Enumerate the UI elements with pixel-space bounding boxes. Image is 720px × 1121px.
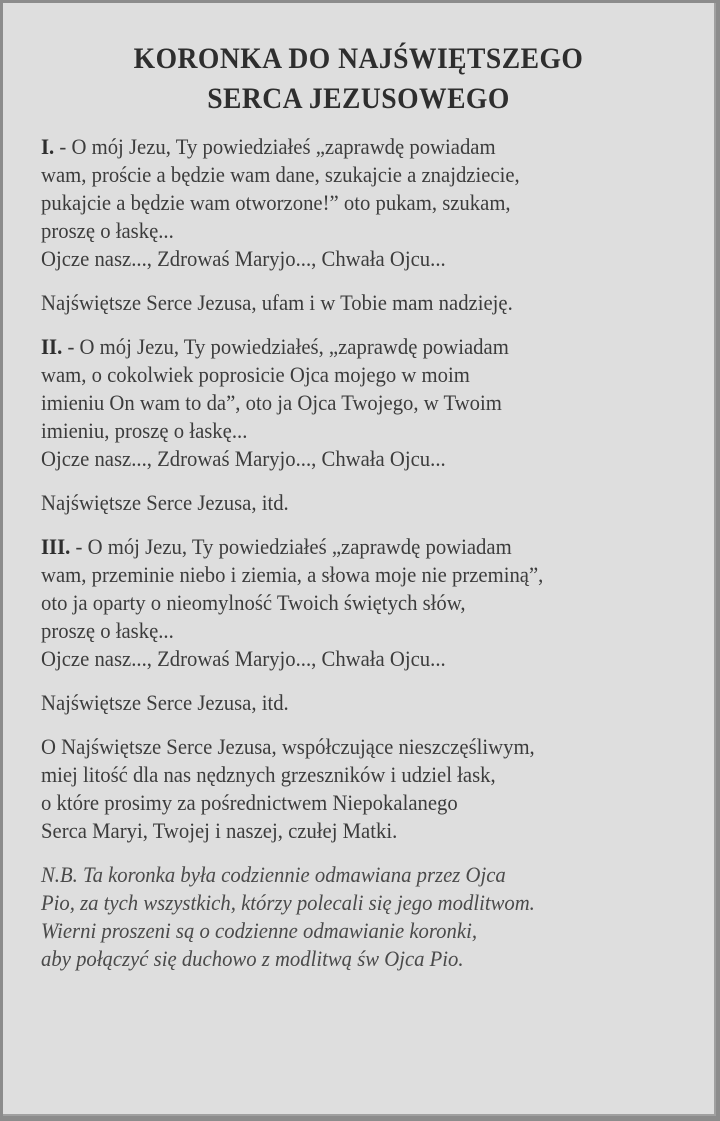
prayer-body [41,133,711,973]
section-number: II. [41,334,63,359]
text-line: - O mój Jezu, Ty powiedziałeś, „zaprawdę powiadam [62,334,509,359]
section-3 [41,533,711,673]
title-line-2: SERCA JEZUSOWEGO [207,82,510,115]
text-line: - O mój Jezu, Ty powiedziałeś „zaprawdę powiadam [70,534,512,559]
text-line: imieniu, proszę o łaskę... [41,418,248,443]
section-3-response [41,689,711,717]
text-line: proszę o łaskę... [41,218,174,243]
note-line: Pio, za tych wszystkich, którzy polecali się jego modlitwom. [41,890,535,915]
note [41,861,711,973]
text-line: wam, przeminie niebo i ziemia, a słowa moje nie przeminą”, [41,562,544,587]
text-line: miej litość dla nas nędznych grzeszników i udziel łask, [41,762,496,787]
note-line: N.B. Ta koronka była codziennie odmawiana przez Ojca [41,862,506,887]
section-1-response [41,289,711,317]
page-title [31,39,685,119]
section-2 [41,333,711,473]
note-line: aby połączyć się duchowo z modlitwą św Ojca Pio. [41,946,464,971]
text-line: o które prosimy za pośrednictwem Niepokalanego [41,790,458,815]
text-line: pukajcie a będzie wam otworzone!” oto pukam, szukam, [41,190,511,215]
text-line: wam, proście a będzie wam dane, szukajcie a znajdziecie, [41,162,520,187]
text-line: proszę o łaskę... [41,618,174,643]
text-line: wam, o cokolwiek poprosicie Ojca mojego w moim [41,362,470,387]
text-line: Serca Maryi, Twojej i naszej, czułej Matki. [41,818,398,843]
text-line: O Najświętsze Serce Jezusa, współczujące nieszczęśliwym, [41,734,535,759]
section-2-response [41,489,711,517]
text-line: Ojcze nasz..., Zdrowaś Maryjo..., Chwała Ojcu... [41,446,446,471]
response-line: Najświętsze Serce Jezusa, itd. [41,690,289,715]
text-line: - O mój Jezu, Ty powiedziałeś „zaprawdę powiadam [54,134,496,159]
response-line: Najświętsze Serce Jezusa, itd. [41,490,289,515]
text-line: Ojcze nasz..., Zdrowaś Maryjo..., Chwała Ojcu... [41,646,446,671]
note-line: Wierni proszeni są o codzienne odmawianie koronki, [41,918,477,943]
text-line: oto ja oparty o nieomylność Twoich świętych słów, [41,590,466,615]
closing-prayer [41,733,711,845]
title-line-1: KORONKA DO NAJŚWIĘTSZEGO [133,42,584,75]
response-line: Najświętsze Serce Jezusa, ufam i w Tobie mam nadzieję. [41,290,513,315]
text-line: imieniu On wam to da”, oto ja Ojca Twojego, w Twoim [41,390,502,415]
section-number: I. [41,134,55,159]
prayer-card [3,3,716,1116]
section-1 [41,133,711,273]
section-number: III. [41,534,71,559]
text-line: Ojcze nasz..., Zdrowaś Maryjo..., Chwała Ojcu... [41,246,446,271]
